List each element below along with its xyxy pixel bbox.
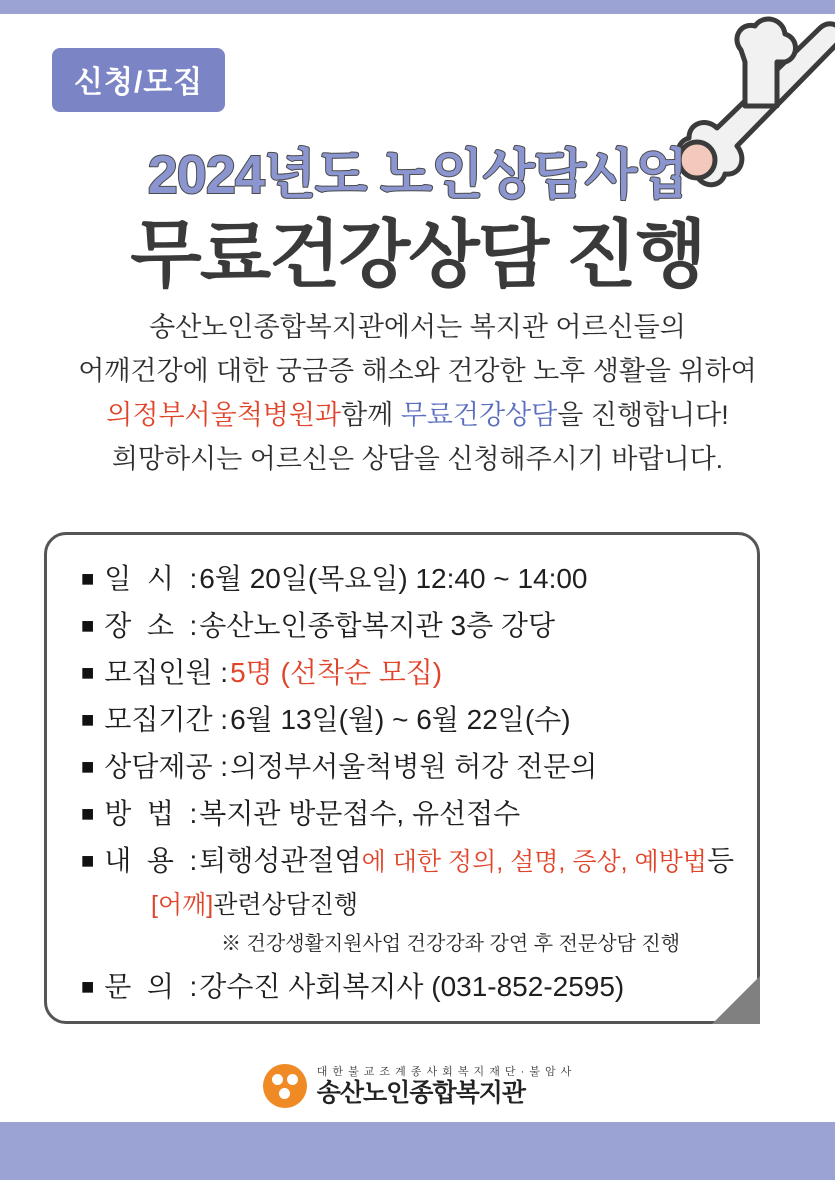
info-value: 6월 20일(목요일) 12:40 ~ 14:00: [199, 563, 588, 594]
bullet-icon: ■: [81, 613, 95, 638]
intro-line-4: 희망하시는 어르신은 상담을 신청해주시기 바랍니다.: [111, 444, 724, 474]
poster-title: 무료건강상담 진행: [130, 213, 705, 296]
info-label: 장 소 :: [104, 610, 198, 641]
content-text-black-1: 퇴행성관절염: [199, 845, 362, 876]
info-label: 방 법 :: [104, 798, 198, 829]
organization-name: 송산노인종합복지관: [316, 1079, 526, 1107]
content-shoulder-text: 관련상담진행: [213, 891, 359, 919]
bullet-icon: ■: [81, 848, 95, 873]
info-value: 의정부서울척병원 허강 전문의: [230, 751, 598, 782]
info-label: 모집기간 :: [104, 704, 229, 735]
poster-subtitle: 2024년도 노인상담사업: [147, 145, 688, 205]
info-row-capacity: [81, 653, 739, 693]
info-row-contact: [81, 967, 739, 1007]
bullet-icon: ■: [81, 707, 95, 732]
info-value: [199, 841, 734, 882]
info-list: [81, 559, 739, 1014]
content-shoulder-tag: [어깨]: [151, 891, 214, 919]
category-badge: 신청/모집: [52, 48, 225, 112]
organization-tagline: 대 한 불 교 조 계 종 사 회 복 지 재 단 · 불 암 사: [316, 1066, 573, 1078]
organization-text: [317, 1065, 573, 1107]
content-note: ※ 건강생활지원사업 건강강좌 강연 후 전문상담 진행: [221, 933, 681, 955]
info-label: 모집인원 :: [104, 657, 229, 688]
content-second-line: [151, 887, 739, 923]
info-label: 문 의 :: [104, 971, 198, 1002]
bullet-icon: ■: [81, 566, 95, 591]
content-text-red: 에 대한 정의, 설명, 증상, 예방법: [361, 848, 707, 876]
organization-logo-icon: [263, 1064, 307, 1108]
info-row-period: [81, 700, 739, 740]
info-value: 5명 (선착순 모집): [230, 657, 443, 688]
footer-logo: [0, 1064, 835, 1108]
bullet-icon: ■: [81, 660, 95, 685]
info-value: 6월 13일(월) ~ 6월 22일(수): [230, 704, 571, 735]
info-row-content: [81, 841, 739, 882]
info-row-location: [81, 606, 739, 646]
bullet-icon: ■: [81, 801, 95, 826]
info-value: 송산노인종합복지관 3층 강당: [199, 610, 556, 641]
intro-line-3: [30, 393, 805, 437]
bullet-icon: ■: [81, 754, 95, 779]
info-label: 상담제공 :: [104, 751, 229, 782]
info-row-method: [81, 794, 739, 834]
info-row-provider: [81, 747, 739, 787]
intro-line-2: 어깨건강에 대한 궁금증 해소와 건강한 노후 생활을 위하여: [78, 356, 757, 386]
intro-hospital-name: 의정부서울척병원과: [106, 400, 342, 430]
info-box: [44, 532, 760, 1024]
intro-line-3-end: 을 진행합니다!: [557, 400, 729, 430]
info-row-datetime: [81, 559, 739, 599]
bullet-icon: ■: [81, 974, 95, 999]
info-label: 내 용 :: [104, 845, 198, 876]
info-value: 강수진 사회복지사 (031-852-2595): [199, 971, 625, 1002]
info-value: 복지관 방문접수, 유선접수: [199, 798, 521, 829]
info-label: 일 시 :: [104, 563, 198, 594]
intro-line-3-mid: 함께: [341, 400, 401, 430]
content-text-black-2: 등: [706, 845, 735, 876]
intro-line-1: 송산노인종합복지관에서는 복지관 어르신들의: [149, 312, 686, 342]
intro-paragraph: [30, 305, 805, 481]
intro-program-name: 무료건강상담: [400, 400, 558, 430]
bottom-decorative-bar: [0, 1122, 835, 1180]
